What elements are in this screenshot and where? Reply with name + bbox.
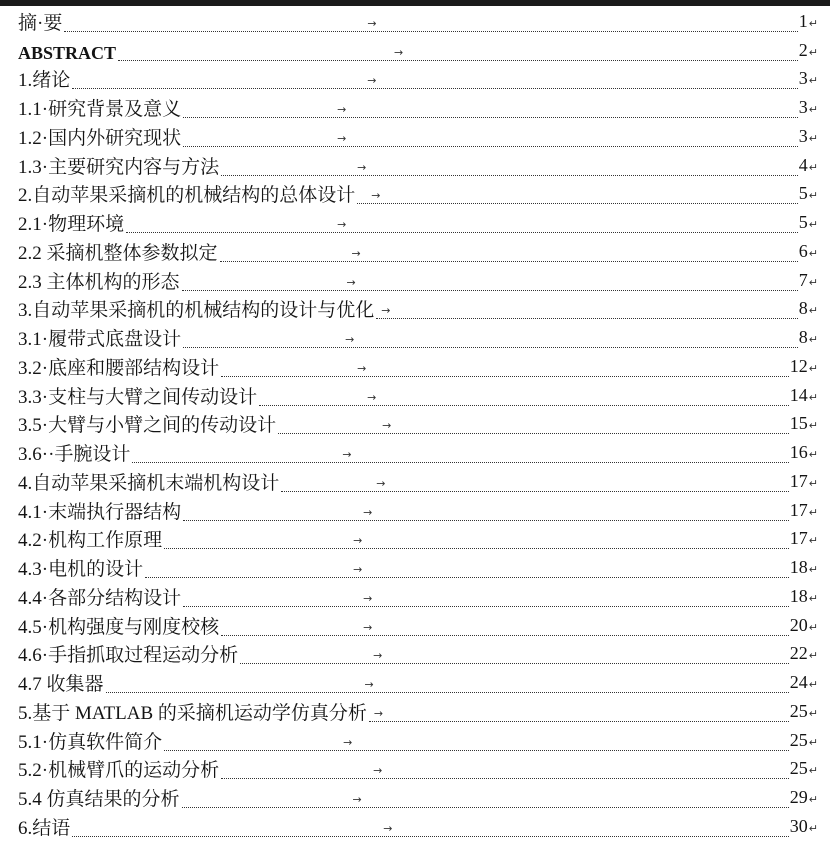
toc-entry[interactable] — [18, 66, 818, 95]
paragraph-mark-icon: ↵ — [808, 131, 818, 145]
toc-entry[interactable] — [18, 583, 818, 612]
toc-entry-page-number — [798, 326, 818, 353]
toc-entry[interactable] — [18, 439, 818, 468]
paragraph-mark-icon: ↵ — [808, 361, 818, 375]
toc-leader-dots — [183, 591, 789, 607]
toc-entry-title: 4.6·手指抓取过程运动分析 — [18, 645, 240, 669]
toc-leader-dots — [183, 333, 798, 348]
toc-entry-title: 5.基于 MATLAB 的采摘机运动学仿真分析 — [18, 703, 369, 727]
paragraph-mark-icon: ↵ — [808, 333, 818, 346]
toc-entry-title: 3.6··手腕设计 — [18, 444, 132, 468]
page-number-text: 22 — [789, 643, 808, 664]
tab-mark-icon: → — [342, 448, 352, 461]
page-number-text: 29 — [789, 787, 808, 807]
toc-entry-title: 4.自动苹果采摘机末端机构设计 — [18, 473, 281, 497]
toc-entry-page-number — [789, 499, 818, 526]
toc-leader-dots — [72, 821, 789, 837]
toc-entry-page-number — [789, 412, 818, 439]
paragraph-mark-icon: ↵ — [808, 74, 818, 88]
toc-leader-dots — [126, 218, 798, 233]
toc-entry-title: 4.2·机构工作原理 — [18, 530, 164, 554]
toc-entry-page-number — [798, 67, 818, 94]
toc-leader-dots — [183, 103, 798, 118]
toc-entry-title: 3.3·支柱与大臂之间传动设计 — [18, 387, 259, 411]
paragraph-mark-icon: ↵ — [808, 793, 818, 806]
page-number-text: 17 — [789, 499, 808, 520]
paragraph-mark-icon: ↵ — [808, 246, 818, 260]
page-number-text: 3 — [798, 68, 808, 89]
tab-mark-icon: → — [367, 16, 377, 30]
tab-mark-icon: → — [343, 735, 353, 749]
tab-mark-icon: → — [351, 246, 361, 260]
toc-entry-page-number — [789, 441, 818, 468]
page-number-text: 2 — [798, 39, 808, 60]
toc-entry[interactable] — [18, 526, 818, 555]
table-of-contents — [18, 8, 818, 842]
paragraph-mark-icon: ↵ — [808, 563, 818, 576]
toc-leader-dots — [240, 649, 789, 664]
tab-mark-icon: → — [373, 706, 384, 720]
toc-entry-title: 1.1·研究背景及意义 — [18, 99, 183, 123]
toc-leader-dots — [164, 534, 789, 549]
paragraph-mark-icon: ↵ — [808, 476, 818, 490]
toc-entry-page-number — [789, 757, 818, 784]
toc-entry-page-number — [798, 154, 818, 181]
toc-leader-dots — [221, 361, 789, 377]
toc-entry-title: 5.1·仿真软件简介 — [18, 732, 164, 756]
toc-leader-dots — [182, 793, 789, 808]
paragraph-mark-icon: ↵ — [808, 218, 818, 231]
toc-leader-dots — [278, 419, 789, 434]
tab-mark-icon: → — [381, 304, 391, 318]
toc-entry[interactable] — [18, 813, 818, 842]
toc-entry-page-number — [798, 182, 818, 209]
paragraph-mark-icon: ↵ — [808, 764, 818, 778]
toc-entry-title: 4.1·末端执行器结构 — [18, 502, 183, 526]
paragraph-mark-icon: ↵ — [808, 649, 818, 663]
paragraph-mark-icon: ↵ — [808, 821, 818, 835]
toc-entry[interactable] — [18, 353, 818, 382]
page-number-text: 14 — [789, 384, 808, 405]
paragraph-mark-icon: ↵ — [808, 275, 818, 289]
paragraph-mark-icon: ↵ — [808, 706, 818, 720]
toc-leader-dots — [164, 735, 789, 751]
tab-mark-icon: → — [376, 476, 386, 490]
toc-leader-dots — [220, 246, 798, 262]
paragraph-mark-icon: ↵ — [808, 160, 818, 174]
toc-entry-page-number — [798, 39, 818, 66]
page-number-text: 4 — [798, 154, 808, 175]
toc-entry-page-number — [798, 211, 818, 238]
toc-leader-dots — [106, 678, 789, 693]
toc-entry[interactable] — [18, 37, 818, 66]
toc-entry-page-number — [789, 355, 818, 382]
tab-mark-icon: → — [364, 678, 374, 691]
toc-entry-page-number — [789, 585, 818, 612]
toc-leader-dots — [369, 706, 789, 722]
toc-entry-title: 3.自动苹果采摘机的机械结构的设计与优化 — [18, 300, 376, 324]
paragraph-mark-icon: ↵ — [808, 103, 818, 116]
toc-leader-dots — [145, 563, 789, 578]
tab-mark-icon: → — [346, 275, 356, 289]
toc-entry[interactable] — [18, 612, 818, 641]
toc-entry[interactable] — [18, 382, 818, 411]
tab-mark-icon: → — [394, 45, 404, 59]
page-number-text: 17 — [789, 528, 808, 549]
page-number-text: 25 — [789, 729, 808, 750]
tab-mark-icon: → — [353, 534, 363, 548]
toc-leader-dots — [118, 45, 798, 61]
paragraph-mark-icon: ↵ — [808, 419, 818, 433]
toc-leader-dots — [221, 160, 798, 176]
toc-leader-dots — [182, 275, 798, 291]
toc-entry[interactable] — [18, 554, 818, 583]
paragraph-mark-icon: ↵ — [808, 45, 818, 59]
toc-entry-page-number — [798, 10, 818, 37]
paragraph-mark-icon: ↵ — [808, 534, 818, 548]
toc-entry-page-number — [798, 269, 818, 296]
page-number-text: 24 — [789, 672, 808, 692]
page-number-text: 6 — [798, 240, 808, 261]
toc-entry[interactable] — [18, 497, 818, 526]
page-number-text: 3 — [798, 97, 808, 117]
toc-entry-page-number — [789, 614, 818, 641]
toc-entry[interactable] — [18, 756, 818, 785]
toc-entry[interactable] — [18, 238, 818, 267]
toc-entry[interactable] — [18, 727, 818, 756]
page-number-text: 8 — [798, 327, 808, 347]
toc-entry-title: ABSTRACT — [18, 42, 118, 66]
toc-entry[interactable] — [18, 641, 818, 670]
toc-entry-title: 4.7 收集器 — [18, 674, 106, 698]
toc-entry-page-number — [798, 240, 818, 267]
toc-entry-title: 5.4 仿真结果的分析 — [18, 789, 182, 813]
toc-leader-dots — [72, 74, 798, 89]
paragraph-mark-icon: ↵ — [808, 678, 818, 691]
page-number-text: 8 — [798, 298, 808, 319]
toc-entry-page-number — [798, 125, 818, 152]
toc-leader-dots — [357, 189, 798, 204]
toc-leader-dots — [183, 505, 789, 521]
toc-entry-title: 3.1·履带式底盘设计 — [18, 329, 183, 353]
tab-mark-icon: → — [367, 74, 377, 88]
tab-mark-icon: → — [345, 333, 355, 346]
toc-leader-dots — [376, 304, 798, 319]
top-edge-bar — [0, 0, 830, 6]
toc-entry-page-number — [789, 470, 818, 497]
page-number-text: 1 — [798, 10, 808, 31]
toc-entry-title: 4.5·机构强度与刚度校核 — [18, 617, 221, 641]
paragraph-mark-icon: ↵ — [808, 390, 818, 404]
paragraph-mark-icon: ↵ — [808, 620, 818, 634]
page-number-text: 25 — [789, 758, 808, 779]
toc-leader-dots — [132, 448, 788, 463]
toc-entry-title: 1.绪论 — [18, 70, 72, 94]
tab-mark-icon: → — [363, 620, 373, 634]
tab-mark-icon: → — [363, 505, 373, 519]
tab-mark-icon: → — [357, 361, 367, 375]
paragraph-mark-icon: ↵ — [808, 735, 818, 749]
toc-entry[interactable] — [18, 784, 818, 813]
toc-entry-page-number — [789, 384, 818, 411]
page-number-text: 18 — [789, 585, 808, 606]
tab-mark-icon: → — [367, 390, 377, 404]
page-number-text: 7 — [798, 269, 808, 290]
toc-entry[interactable] — [18, 181, 818, 210]
toc-leader-dots — [221, 764, 789, 779]
toc-entry-title: 4.4·各部分结构设计 — [18, 588, 183, 612]
toc-leader-dots — [221, 620, 789, 636]
tab-mark-icon: → — [382, 419, 392, 433]
page-number-text: 5 — [798, 183, 808, 204]
toc-entry[interactable] — [18, 8, 818, 37]
toc-entry[interactable] — [18, 152, 818, 181]
page-number-text: 12 — [789, 355, 808, 376]
toc-leader-dots — [183, 131, 798, 147]
toc-entry[interactable] — [18, 698, 818, 727]
toc-entry-title: 2.1·物理环境 — [18, 214, 126, 238]
page-number-text: 15 — [789, 413, 808, 434]
page-number-text: 5 — [798, 212, 808, 232]
paragraph-mark-icon: ↵ — [808, 591, 818, 605]
toc-entry-page-number — [789, 527, 818, 554]
tab-mark-icon: → — [337, 131, 347, 145]
toc-entry[interactable] — [18, 411, 818, 440]
tab-mark-icon: → — [363, 591, 373, 605]
page-number-text: 18 — [789, 557, 808, 577]
toc-entry-title: 2.自动苹果采摘机的机械结构的总体设计 — [18, 185, 357, 209]
page-number-text: 16 — [789, 442, 808, 462]
paragraph-mark-icon: ↵ — [808, 448, 818, 461]
toc-entry-page-number — [789, 729, 818, 756]
page-number-text: 20 — [789, 614, 808, 635]
toc-entry-page-number — [789, 786, 818, 813]
toc-entry-title: 1.3·主要研究内容与方法 — [18, 157, 221, 181]
paragraph-mark-icon: ↵ — [808, 505, 818, 519]
toc-entry[interactable] — [18, 94, 818, 123]
toc-entry-title: 5.2·机械臂爪的运动分析 — [18, 760, 221, 784]
tab-mark-icon: → — [337, 218, 347, 231]
toc-entry-page-number — [789, 700, 818, 727]
toc-entry-title: 3.5·大臂与小臂之间的传动设计 — [18, 415, 278, 439]
toc-entry-title: 摘·要 — [18, 13, 64, 37]
tab-mark-icon: → — [357, 160, 367, 174]
toc-entry[interactable] — [18, 669, 818, 698]
tab-mark-icon: → — [371, 189, 381, 203]
toc-entry[interactable] — [18, 324, 818, 353]
page-number-text: 25 — [789, 700, 808, 721]
paragraph-mark-icon: ↵ — [808, 16, 818, 30]
toc-entry-title: 4.3·电机的设计 — [18, 559, 145, 583]
toc-entry-title: 6.结语 — [18, 818, 72, 842]
page-number-text: 30 — [789, 815, 808, 836]
toc-entry-page-number — [789, 815, 818, 842]
page-number-text: 17 — [789, 470, 808, 491]
toc-entry[interactable] — [18, 267, 818, 296]
toc-entry-page-number — [789, 671, 818, 698]
paragraph-mark-icon: ↵ — [808, 189, 818, 203]
toc-leader-dots — [64, 16, 797, 32]
toc-entry[interactable] — [18, 296, 818, 325]
tab-mark-icon: → — [383, 821, 393, 835]
toc-leader-dots — [281, 476, 789, 492]
tab-mark-icon: → — [373, 764, 383, 778]
paragraph-mark-icon: ↵ — [808, 304, 818, 318]
toc-entry[interactable] — [18, 468, 818, 497]
page-number-text: 3 — [798, 125, 808, 146]
toc-entry[interactable] — [18, 209, 818, 238]
toc-leader-dots — [259, 390, 789, 406]
toc-entry[interactable] — [18, 123, 818, 152]
toc-entry-page-number — [789, 642, 818, 669]
tab-mark-icon: → — [353, 563, 363, 576]
tab-mark-icon: → — [337, 103, 347, 116]
toc-entry-title: 2.2 采摘机整体参数拟定 — [18, 243, 220, 267]
toc-entry-title: 2.3 主体机构的形态 — [18, 272, 182, 296]
toc-entry-title: 1.2·国内外研究现状 — [18, 128, 183, 152]
toc-entry-title: 3.2·底座和腰部结构设计 — [18, 358, 221, 382]
tab-mark-icon: → — [373, 649, 383, 663]
tab-mark-icon: → — [352, 793, 362, 806]
toc-entry-page-number — [789, 556, 818, 583]
toc-entry-page-number — [798, 96, 818, 123]
toc-entry-page-number — [798, 297, 818, 324]
